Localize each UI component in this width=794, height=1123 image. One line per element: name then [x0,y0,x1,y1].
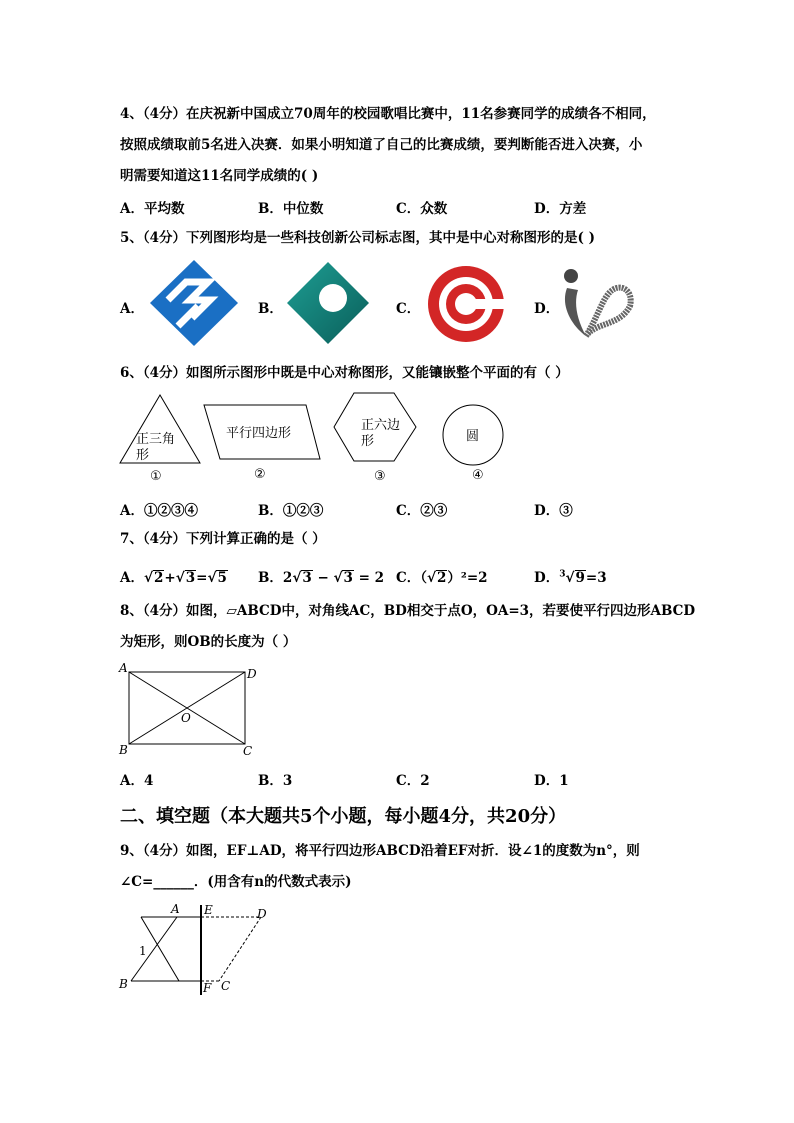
logo-a-icon [148,258,240,348]
logo-c-icon [426,262,512,346]
q8-option-a: A．4 [120,773,154,789]
q7-text: 7、（4分）下列计算正确的是（ ） [120,531,326,547]
q7-c-radicand: 2 [437,570,447,586]
q8-point-o: O [181,711,191,725]
q5-label-b: B． [258,301,283,317]
q5-text: 5、（4分）下列图形均是一些科技创新公司标志图，其中是中心对称图形的是( ) [120,230,596,246]
q6-num-3: ③ [374,469,386,484]
q8-point-c: C [243,744,253,758]
q6-triangle-label-2: 形 [136,448,150,463]
q7-a-radicand-2: 3 [185,570,196,586]
q8-option-c: C．2 [396,773,430,789]
q7-b-radicand-1: 3 [302,570,312,586]
q9-line1: 9、（4分）如图，EF⊥AD，将平行四边形ABCD沿着EF对折．设∠1的度数为n°，则 [120,843,640,859]
q7-d-radicand: 9 [575,570,585,586]
q6-hexagon-label-1: 正六边 [361,418,401,433]
q6-option-c: C．②③ [396,503,448,519]
q4-line3: 明需要知道这11名同学成绩的( ) [120,168,319,184]
q7-b-radicand-2: 3 [343,570,353,586]
q6-num-4: ④ [472,468,484,483]
q8-line1: 8、（4分）如图，▱ABCD中，对角线AC，BD相交于点O，OA=3，若要使平行四边形ABCD [120,603,696,619]
q9-point-d: D [257,907,267,921]
q7-option-b: B．2√3 − √3 = 2 [258,570,384,586]
q5-label-d: D． [534,301,560,317]
q7-b-result: 2 [374,570,384,586]
q8-point-a: A [119,661,128,675]
q5-label-c: C． [396,301,421,317]
q4-option-c: C．众数 [396,201,448,217]
q7-option-d: D．$^3$√9=3 [534,569,607,586]
q7-c-tail: ²=2 [460,570,488,586]
q9-angle-1: 1 [139,944,147,958]
q7-label-a: A． [120,570,144,586]
q9-fold-figure [117,899,272,999]
q4-option-a: A．平均数 [120,201,185,217]
q7-b-coef: 2 [282,570,293,586]
q9-point-a: A [171,902,180,916]
q9-point-b: B [119,977,128,991]
q7-a-radicand-3: 5 [217,570,227,586]
logo-b-icon [285,260,371,346]
q9-point-c: C [221,979,231,993]
q7-label-c: C． [396,570,421,586]
q7-d-index: 3 [559,569,566,580]
q6-option-a: A．①②③④ [120,503,198,519]
q6-option-b: B．①②③ [258,503,324,519]
q6-parallelogram-label: 平行四边形 [226,426,292,441]
q9-line2: ∠C=______．(用含有n的代数式表示) [120,874,352,890]
q8-line2: 为矩形，则OB的长度为（ ） [120,634,297,650]
q6-triangle-label-1: 正三角 [136,432,176,447]
q6-num-2: ② [254,467,266,482]
q6-hexagon-label-2: 形 [361,434,375,449]
q7-label-d: D． [534,570,560,586]
q8-point-d: D [247,667,257,681]
q6-figure [118,387,508,487]
q7-option-a: A．√2+√3=√5 [120,570,227,586]
q4-option-d: D．方差 [534,201,587,217]
q7-option-c: C．（√2）²=2 [396,570,488,586]
q9-point-e: E [204,903,213,917]
q9-point-f: F [203,981,212,995]
q5-label-a: A． [120,301,144,317]
section2-title: 二、填空题（本大题共5个小题，每小题4分，共20分） [120,806,567,827]
logo-d-icon [562,266,634,340]
q6-option-d: D．③ [534,503,573,519]
q6-circle-label: 圆 [466,429,480,444]
q7-label-b: B． [258,570,283,586]
q7-d-tail: =3 [585,570,607,586]
q6-text: 6、（4分）如图所示图形中既是中心对称图形，又能镶嵌整个平面的有（ ） [120,365,569,381]
q8-point-b: B [119,743,128,757]
q6-num-1: ① [150,469,162,484]
q4-line1: 4、（4分）在庆祝新中国成立70周年的校园歌唱比赛中，11名参赛同学的成绩各不相同， [120,106,656,122]
q8-option-b: B．3 [258,773,293,789]
q4-line2: 按照成绩取前5名进入决赛．如果小明知道了自己的比赛成绩，要判断能否进入决赛，小 [120,137,643,153]
q4-option-b: B．中位数 [258,201,324,217]
q8-rectangle-figure [117,660,262,760]
q7-a-radicand-1: 2 [154,570,164,586]
q8-option-d: D．1 [534,773,569,789]
